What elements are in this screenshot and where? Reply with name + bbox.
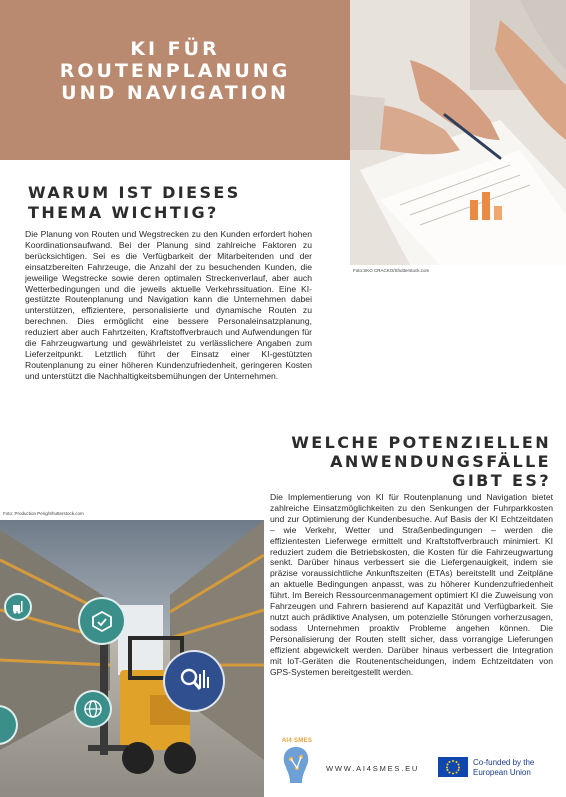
hands-documents-photo: [350, 0, 566, 265]
ai4smes-logo-text: AI4 SMES: [281, 738, 313, 744]
section-heading-why-important: WARUM IST DIESES THEMA WICHTIG?: [28, 183, 241, 222]
section-heading-use-cases: WELCHE POTENZIELLEN ANWENDUNGSFÄLLE GIBT ES?: [291, 433, 551, 490]
eu-cofunded-text: Co-funded by the European Union: [473, 758, 535, 777]
forklift-icon: [4, 593, 32, 621]
title-band: [0, 0, 350, 160]
eu-flag-icon: [438, 757, 468, 777]
website-link[interactable]: WWW.AI4SMES.EU: [326, 764, 420, 773]
photo-credit-bottom: Foto: Production Perig/Shutterstock.com: [3, 511, 84, 516]
warehouse-forklift-photo: [0, 520, 264, 797]
section-body-why-important: Die Planung von Routen und Wegstrecken zu den Kunden erfordert hohen Koordinationsaufwand. Bei der Planung sind zahlreiche Faktoren zu berücksichtigen. Sei es die Verfügbarkeit der Mitarbeitenden und der einsatzbereiten Fahrzeuge, die Anzahl der zu besuchenden Kunden, die jeweilige Wegstrecke sowie deren optimalen Streckenverlauf, aber auch Wetterbedingungen und die jeweils aktuelle Verkehrssituation. Eine KI-gestützte Routenplanung und Navigation kann die Unternehmen dabei unterstützen, effizientere, personalisierte und dynamische Routen zu berechnen. Dies ermöglicht eine bessere Personaleinsatzplanung, reduziert aber auch Fahrtzeiten, Kraftstoffverbrauch und Aufwendungen für die Fahrzeugwartung und gewährleistet zu verlässlichere Angaben zum Lieferzeitpunkt. Letztlich führt der Einsatz einer KI-gestützten Routenplanung zu einer höheren Kundenzufriedenheit, geringeren Kosten und unterstützt die Nachhaltigkeitsbemühungen der Unternehmen.: [25, 229, 312, 381]
page-title: KI FÜR ROUTENPLANUNG UND NAVIGATION: [59, 38, 291, 104]
ai4smes-logo-icon: [276, 741, 316, 787]
section-body-use-cases: Die Implementierung von KI für Routenplanung und Navigation bietet zahlreiche Einsatzmöglichkeiten zu den Senkungen der Fuhrparkkosten und zur Optimierung der Kundenbesuche. Auf Basis der KI Echtzeitdaten – wie Verkehr, Wetter und Straßenbedingungen – werden die effizientesten Lieferwege ermittelt und Kraftstoffverbrauch minimiert. KI reduziert zudem die Betriebskosten, die Kosten für die Fahrzeugwartung senkt. Darüber hinaus verbessert sie die Liefergenauigkeit, indem sie präzise voraussichtliche Ankunftszeiten (ETAs) bereitstellt und Zeitpläne an aktuelle Bedingungen anpasst, was zu höherer Kundenzufriedenheit führt. Im Bereich Ressourcenmanagement optimiert KI die Zuweisung von Fahrzeugen und Fahrern basierend auf Kapazität und Verfügbarkeit. Sie nutzt auch prädiktive Analysen, um potenzielle Störungen vorherzusagen, sodass Unternehmen proaktiv Probleme angehen können. Die Personalisierung der Routen stellt sicher, dass vorrangige Lieferungen effizient abgewickelt werden. Darüber hinaus verbessert die Integration mit IoT-Geräten die Routenentscheidungen, indem Echtzeitdaten von GPS-Systemen bereitgestellt werden.: [270, 492, 553, 677]
globe-icon: [74, 690, 112, 728]
hands-photo-illustration: [350, 0, 566, 265]
photo-credit-top: Foto:SKO CRACKO/Shutterstock.com: [353, 268, 430, 273]
box-check-icon: [78, 597, 126, 645]
analytics-icon: [163, 650, 225, 712]
warehouse-illustration: [0, 520, 264, 797]
